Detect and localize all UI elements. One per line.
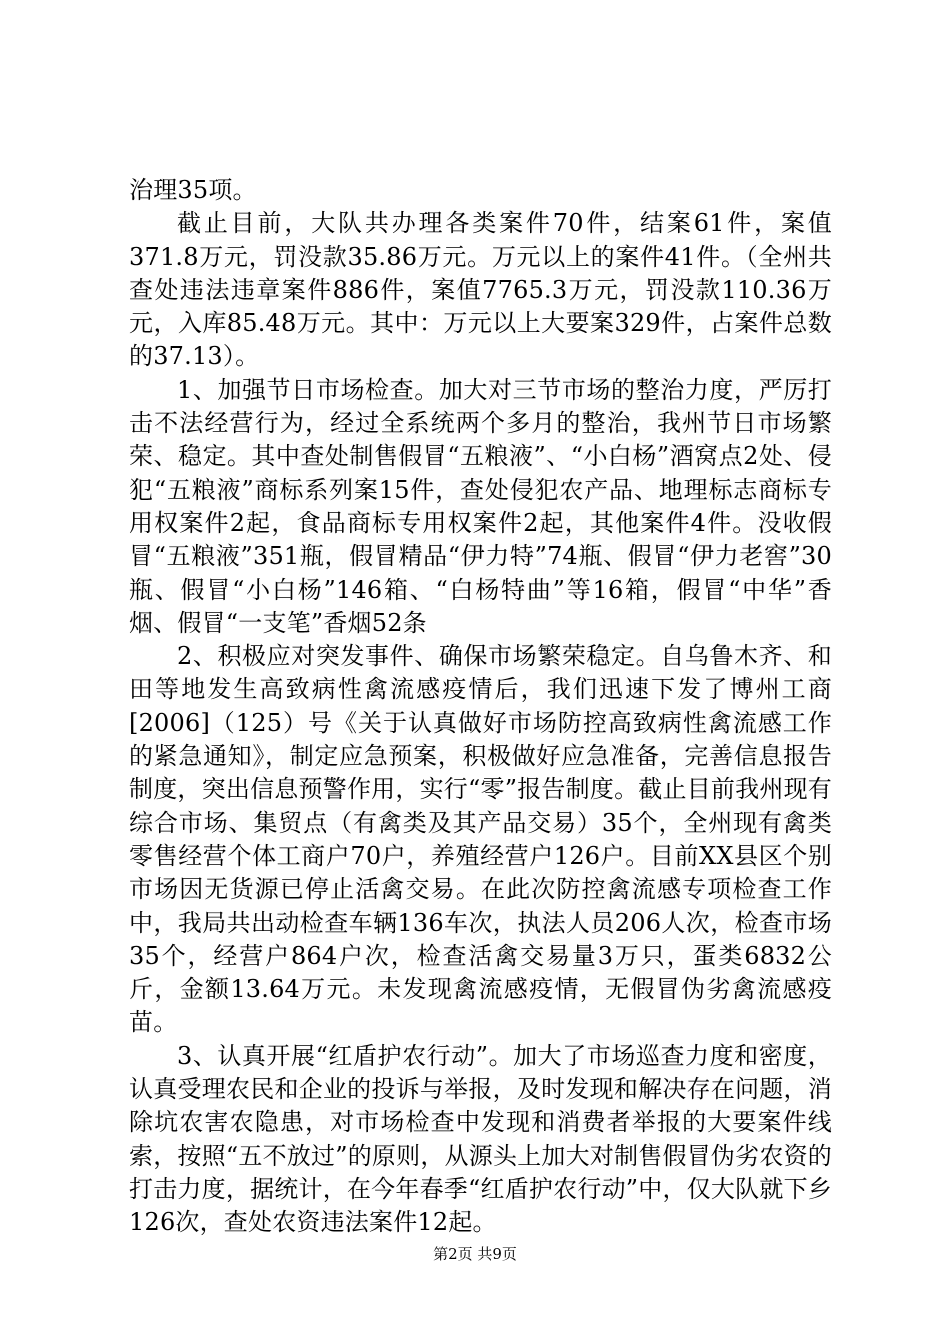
paragraph-red-shield: 3、认真开展“红盾护农行动”。加大了市场巡查力度和密度，认真受理农民和企业的投诉与举报，及时发现和解决存在问题，消除坑农害农隐患，对市场检查中发现和消费者举报的大要案件线索，按照“五不放过”的原则，从源头上加大对制售假冒伪劣农资的打击力度，据统计，在今年春季“红盾护农行动”中，仅大队就下乡126次，查处农资违法案件12起。 [129,1041,832,1237]
paragraph-emergency-response: 2、积极应对突发事件、确保市场繁荣稳定。自乌鲁木齐、和田等地发生高致病性禽流感疫情后，我们迅速下发了博州工商[2006]（125）号《关于认真做好市场防控高致病性禽流感工作的紧急通知》，制定应急预案，积极做好应急准备，完善信息报告制度，突出信息预警作用，实行“零”报告制度。截止目前我州现有综合市场、集贸点（有禽类及其产品交易）35个，全州现有禽类零售经营个体工商户70户，养殖经营户126户。目前XX县区个别市场因无货源已停止活禽交易。在此次防控禽流感专项检查工作中，我局共出动检查车辆136车次，执法人员206人次，检查市场35个，经营户864户次，检查活禽交易量3万只，蛋类6832公斤，金额13.64万元。未发现禽流感疫情，无假冒伪劣禽流感疫苗。 [129,642,832,1037]
paragraph-holiday-market: 1、加强节日市场检查。加大对三节市场的整治力度，严厉打击不法经营行为，经过全系统两个多月的整治，我州节日市场繁荣、稳定。其中查处制售假冒“五粮液”、“小白杨”酒窝点2处、侵犯“五粮液”商标系列案15件，查处侵犯农产品、地理标志商标专用权案件2起，食品商标专用权案件2起，其他案件4件。没收假冒“五粮液”351瓶，假冒精品“伊力特”74瓶、假冒“伊力老窖”30瓶、假冒“小白杨”146箱、“白杨特曲”等16箱，假冒“中华”香烟、假冒“一支笔”香烟52条 [129,375,832,637]
page-number-footer: 第2页 共9页 [433,1245,517,1263]
paragraph-continuation: 治理35项。 [129,176,257,204]
document-body [129,174,832,1240]
paragraph-case-summary: 截止目前，大队共办理各类案件70件，结案61件，案值371.8万元，罚没款35.86万元。万元以上的案件41件。（全州共查处违法违章案件886件，案值7765.3万元，罚没款110.36万元，入库85.48万元。其中：万元以上大要案329件，占案件总数的37.13）。 [129,209,832,371]
